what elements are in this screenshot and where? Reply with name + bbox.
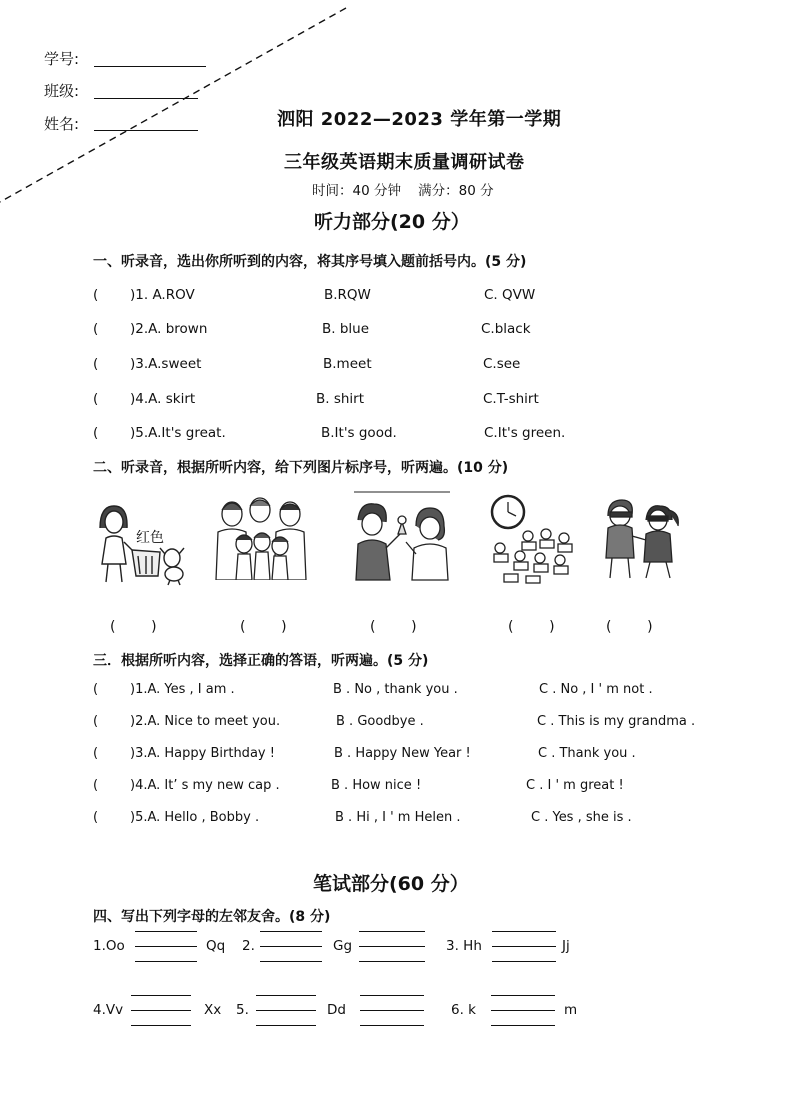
option-b: B . Hi , I ' m Helen . — [335, 810, 461, 825]
family-group-picture — [210, 492, 314, 580]
option-c: C . I ' m great ! — [526, 778, 624, 793]
option-c: C. QVW — [484, 287, 536, 303]
letter-left-1: 1.Oo — [93, 938, 125, 954]
writing-line[interactable] — [492, 931, 556, 932]
answer-bracket-open[interactable]: ( — [93, 714, 99, 729]
time-score: 时间：40 分钟 满分：80 分 — [312, 183, 494, 199]
answer-bracket-open[interactable]: ( — [93, 425, 99, 441]
exam-title-line1: 泗阳 2022—2023 学年第一学期 — [277, 109, 562, 130]
answer-bracket-open[interactable]: ( — [93, 810, 99, 825]
writing-line[interactable] — [260, 961, 322, 962]
writing-line[interactable] — [131, 1010, 191, 1011]
option-a: )3.A. Happy Birthday ! — [130, 746, 275, 761]
picture-answer-bracket-2[interactable]: ( ) — [240, 619, 287, 635]
clock-and-classroom-picture — [488, 494, 576, 584]
option-c: C.see — [483, 356, 521, 372]
writing-line[interactable] — [260, 946, 322, 947]
student-id-label: 学号: — [44, 50, 80, 68]
writing-line[interactable] — [135, 931, 197, 932]
answer-bracket-open[interactable]: ( — [93, 321, 99, 337]
writing-line[interactable] — [360, 995, 424, 996]
two-kids-playing-blindfold-picture — [600, 496, 682, 580]
section4-heading: 四、写出下列字母的左邻友舍。(8 分) — [93, 909, 331, 925]
letter-left-3: 3. Hh — [446, 938, 482, 954]
option-a: )1.A. Yes , I am . — [130, 682, 235, 697]
writing-line[interactable] — [131, 1025, 191, 1026]
class-field[interactable] — [94, 98, 198, 99]
name-field[interactable] — [94, 130, 198, 131]
letter-right-4: Xx — [204, 1002, 222, 1018]
option-c: C.T-shirt — [483, 391, 539, 407]
option-a: )4.A. It’ s my new cap . — [130, 778, 280, 793]
option-a: )4.A. skirt — [130, 391, 196, 407]
answer-bracket-open[interactable]: ( — [93, 391, 99, 407]
letter-right-6: m — [564, 1002, 578, 1018]
student-id-field[interactable] — [94, 66, 206, 67]
option-b: B. shirt — [316, 391, 365, 407]
listening-part-title: 听力部分(20 分） — [314, 211, 470, 233]
writing-line[interactable] — [491, 1010, 555, 1011]
option-a: )1. A.ROV — [130, 287, 195, 303]
option-a: )3.A.sweet — [130, 356, 202, 372]
picture-answer-bracket-4[interactable]: ( ) — [508, 619, 555, 635]
writing-line[interactable] — [359, 946, 425, 947]
picture-answer-bracket-5[interactable]: ( ) — [606, 619, 653, 635]
option-c: C.It's green. — [484, 425, 566, 441]
option-c: C . Yes , she is . — [531, 810, 632, 825]
option-a: )2.A. Nice to meet you. — [130, 714, 281, 729]
section2-heading: 二、听录音，根据所听内容，给下列图片标序号，听两遍。(10 分) — [93, 460, 509, 476]
written-part-title: 笔试部分(60 分） — [313, 873, 469, 895]
writing-line[interactable] — [256, 1010, 316, 1011]
option-a: )5.A.It's great. — [130, 425, 226, 441]
option-b: B.It's good. — [321, 425, 397, 441]
class-label: 班级: — [44, 82, 80, 100]
answer-bracket-open[interactable]: ( — [93, 682, 99, 697]
exam-title-line2: 三年级英语期末质量调研试卷 — [284, 152, 525, 173]
picture-answer-bracket-1[interactable]: ( ) — [110, 619, 157, 635]
writing-line[interactable] — [491, 995, 555, 996]
letter-left-4: 4.Vv — [93, 1002, 124, 1018]
writing-line[interactable] — [492, 961, 556, 962]
option-b: B . How nice ! — [331, 778, 422, 793]
writing-line[interactable] — [135, 946, 197, 947]
option-a: )2.A. brown — [130, 321, 208, 337]
section1-heading: 一、听录音，选出你所听到的内容，将其序号填入题前括号内。(5 分) — [93, 254, 527, 270]
section3-heading: 三．根据所听内容，选择正确的答语，听两遍。(5 分) — [93, 653, 429, 669]
option-b: B . Happy New Year ! — [334, 746, 471, 761]
girl-with-red-dress-and-dog-picture — [96, 494, 192, 586]
writing-line[interactable] — [492, 946, 556, 947]
option-c: C . Thank you . — [538, 746, 636, 761]
letter-right-5: Dd — [327, 1002, 346, 1018]
writing-line[interactable] — [256, 995, 316, 996]
option-c: C.black — [481, 321, 531, 337]
answer-bracket-open[interactable]: ( — [93, 746, 99, 761]
writing-line[interactable] — [359, 961, 425, 962]
answer-bracket-open[interactable]: ( — [93, 287, 99, 303]
letter-right-2: Gg — [333, 938, 353, 954]
answer-bracket-open[interactable]: ( — [93, 356, 99, 372]
option-b: B.meet — [323, 356, 372, 372]
red-color-text: 红色 — [136, 530, 164, 546]
option-c: C . This is my grandma . — [537, 714, 696, 729]
writing-line[interactable] — [256, 1025, 316, 1026]
option-c: C . No , I ' m not . — [539, 682, 653, 697]
option-b: B . No , thank you . — [333, 682, 458, 697]
letter-left-2: 2. — [242, 938, 255, 954]
writing-line[interactable] — [360, 1010, 424, 1011]
letter-right-3: Jj — [562, 938, 570, 954]
letter-left-6: 6. k — [451, 1002, 476, 1018]
two-women-with-ice-cream-picture — [350, 490, 454, 582]
option-a: )5.A. Hello , Bobby . — [130, 810, 260, 825]
writing-line[interactable] — [360, 1025, 424, 1026]
name-label: 姓名: — [44, 115, 80, 133]
letter-right-1: Qq — [206, 938, 226, 954]
option-b: B. blue — [322, 321, 370, 337]
writing-line[interactable] — [135, 961, 197, 962]
answer-bracket-open[interactable]: ( — [93, 778, 99, 793]
writing-line[interactable] — [359, 931, 425, 932]
option-b: B.RQW — [324, 287, 371, 303]
picture-answer-bracket-3[interactable]: ( ) — [370, 619, 417, 635]
letter-left-5: 5. — [236, 1002, 249, 1018]
option-b: B . Goodbye . — [336, 714, 424, 729]
writing-line[interactable] — [131, 995, 191, 996]
writing-line[interactable] — [260, 931, 322, 932]
writing-line[interactable] — [491, 1025, 555, 1026]
